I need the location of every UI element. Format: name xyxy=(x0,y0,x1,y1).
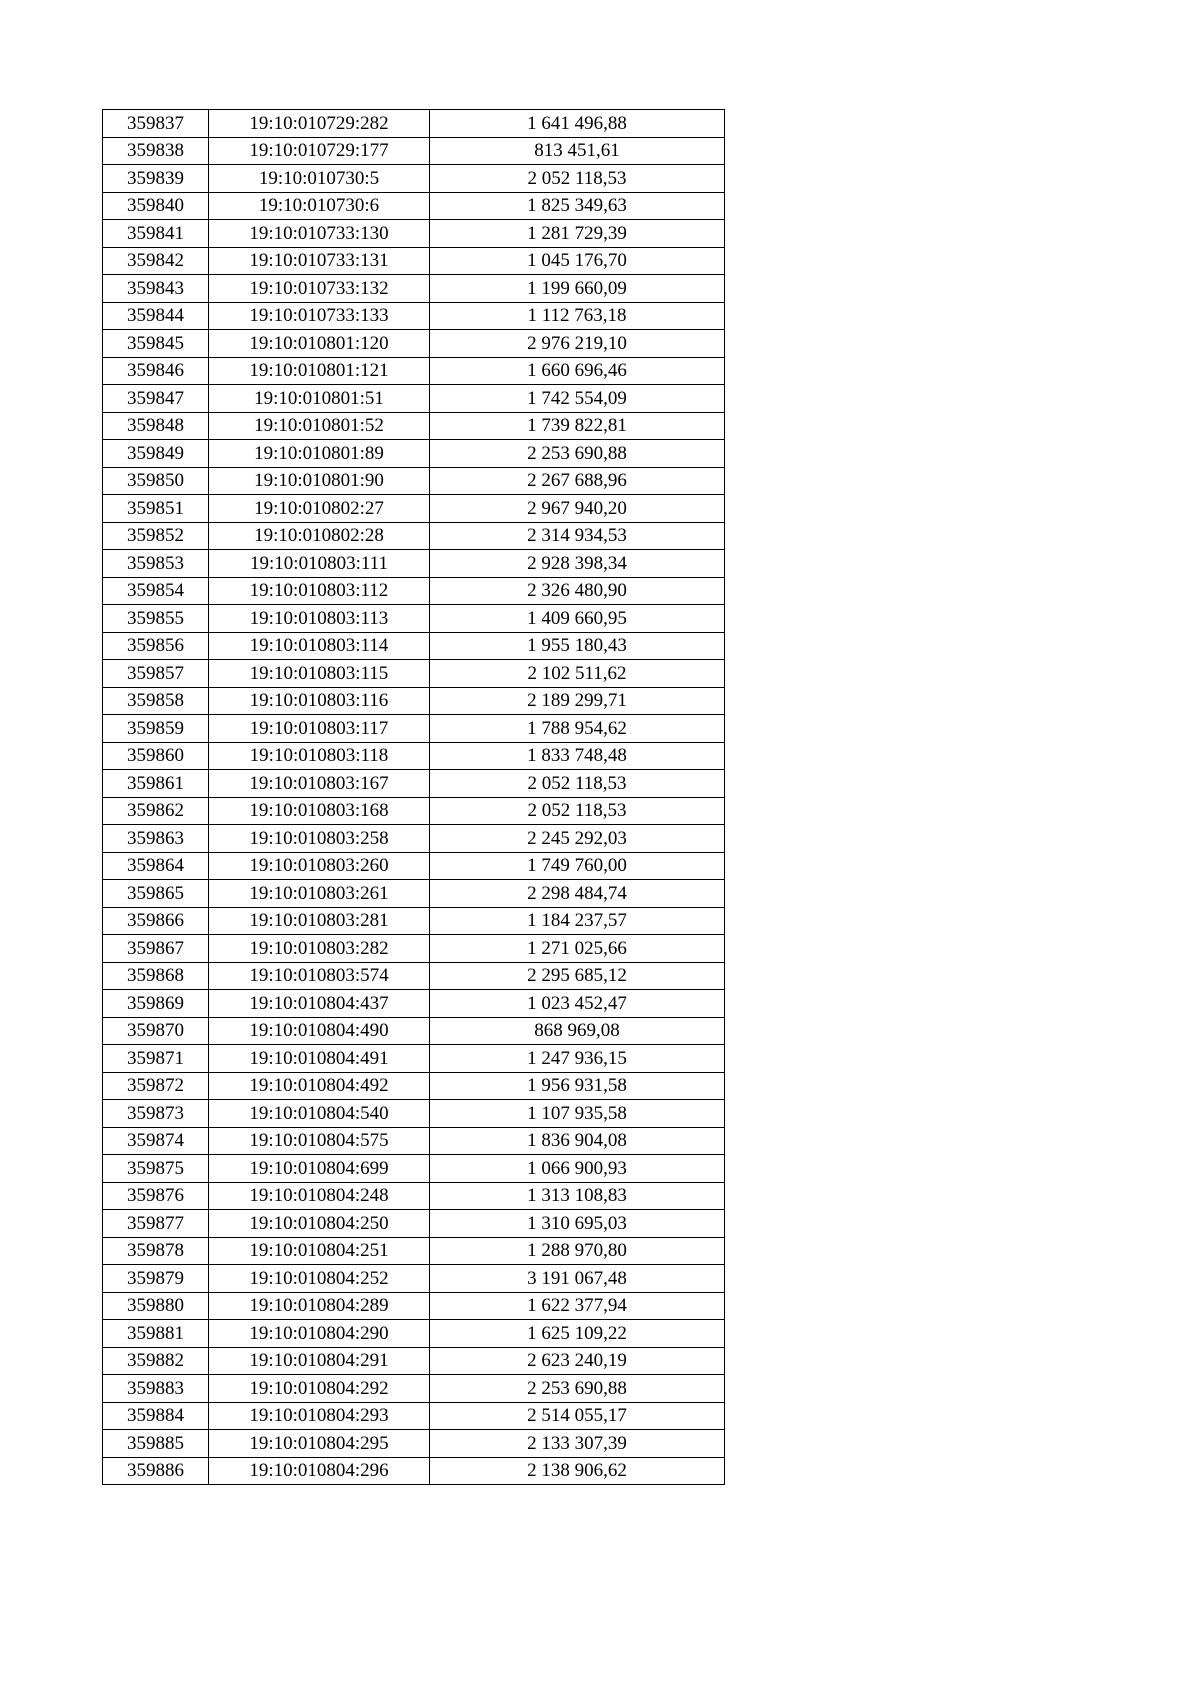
amount-cell: 2 102 511,62 xyxy=(430,660,725,688)
cadastral-number-cell: 19:10:010803:168 xyxy=(209,797,430,825)
table-row xyxy=(103,247,725,275)
cadastral-number-cell: 19:10:010804:289 xyxy=(209,1292,430,1320)
table-row xyxy=(103,1292,725,1320)
cadastral-number-cell: 19:10:010803:112 xyxy=(209,577,430,605)
amount-cell: 2 976 219,10 xyxy=(430,330,725,358)
amount-cell: 2 623 240,19 xyxy=(430,1347,725,1375)
table-row xyxy=(103,467,725,495)
row-number-cell: 359865 xyxy=(103,880,209,908)
table-row xyxy=(103,522,725,550)
amount-cell: 1 066 900,93 xyxy=(430,1155,725,1183)
table-body xyxy=(103,110,725,1485)
table-row xyxy=(103,357,725,385)
cadastral-number-cell: 19:10:010804:575 xyxy=(209,1127,430,1155)
row-number-cell: 359879 xyxy=(103,1265,209,1293)
amount-cell: 2 267 688,96 xyxy=(430,467,725,495)
amount-cell: 2 138 906,62 xyxy=(430,1457,725,1485)
row-number-cell: 359855 xyxy=(103,605,209,633)
table-row xyxy=(103,1155,725,1183)
cadastral-number-cell: 19:10:010802:28 xyxy=(209,522,430,550)
cadastral-number-cell: 19:10:010804:293 xyxy=(209,1402,430,1430)
row-number-cell: 359842 xyxy=(103,247,209,275)
table-row xyxy=(103,1210,725,1238)
amount-cell: 1 288 970,80 xyxy=(430,1237,725,1265)
cadastral-number-cell: 19:10:010804:291 xyxy=(209,1347,430,1375)
row-number-cell: 359860 xyxy=(103,742,209,770)
table-row xyxy=(103,220,725,248)
cadastral-number-cell: 19:10:010803:117 xyxy=(209,715,430,743)
cadastral-number-cell: 19:10:010804:251 xyxy=(209,1237,430,1265)
cadastral-number-cell: 19:10:010729:282 xyxy=(209,110,430,138)
cadastral-number-cell: 19:10:010729:177 xyxy=(209,137,430,165)
amount-cell: 2 189 299,71 xyxy=(430,687,725,715)
row-number-cell: 359861 xyxy=(103,770,209,798)
row-number-cell: 359846 xyxy=(103,357,209,385)
row-number-cell: 359869 xyxy=(103,990,209,1018)
table-row xyxy=(103,1430,725,1458)
cadastral-number-cell: 19:10:010804:248 xyxy=(209,1182,430,1210)
table-row xyxy=(103,880,725,908)
row-number-cell: 359862 xyxy=(103,797,209,825)
table-row xyxy=(103,137,725,165)
cadastral-number-cell: 19:10:010804:295 xyxy=(209,1430,430,1458)
amount-cell: 2 133 307,39 xyxy=(430,1430,725,1458)
table-row xyxy=(103,1457,725,1485)
table-row xyxy=(103,385,725,413)
table-row xyxy=(103,110,725,138)
cadastral-number-cell: 19:10:010804:491 xyxy=(209,1045,430,1073)
amount-cell: 813 451,61 xyxy=(430,137,725,165)
row-number-cell: 359854 xyxy=(103,577,209,605)
table-row xyxy=(103,440,725,468)
table-row xyxy=(103,1402,725,1430)
amount-cell: 1 045 176,70 xyxy=(430,247,725,275)
row-number-cell: 359852 xyxy=(103,522,209,550)
amount-cell: 1 247 936,15 xyxy=(430,1045,725,1073)
data-table xyxy=(102,109,725,1485)
amount-cell: 2 052 118,53 xyxy=(430,770,725,798)
amount-cell: 1 184 237,57 xyxy=(430,907,725,935)
table-row xyxy=(103,742,725,770)
row-number-cell: 359883 xyxy=(103,1375,209,1403)
row-number-cell: 359880 xyxy=(103,1292,209,1320)
cadastral-number-cell: 19:10:010733:130 xyxy=(209,220,430,248)
cadastral-number-cell: 19:10:010803:282 xyxy=(209,935,430,963)
amount-cell: 868 969,08 xyxy=(430,1017,725,1045)
amount-cell: 2 967 940,20 xyxy=(430,495,725,523)
cadastral-number-cell: 19:10:010804:252 xyxy=(209,1265,430,1293)
cadastral-number-cell: 19:10:010803:260 xyxy=(209,852,430,880)
row-number-cell: 359886 xyxy=(103,1457,209,1485)
table-row xyxy=(103,770,725,798)
amount-cell: 1 825 349,63 xyxy=(430,192,725,220)
amount-cell: 1 409 660,95 xyxy=(430,605,725,633)
amount-cell: 1 836 904,08 xyxy=(430,1127,725,1155)
amount-cell: 1 107 935,58 xyxy=(430,1100,725,1128)
row-number-cell: 359881 xyxy=(103,1320,209,1348)
row-number-cell: 359877 xyxy=(103,1210,209,1238)
amount-cell: 1 749 760,00 xyxy=(430,852,725,880)
cadastral-number-cell: 19:10:010801:51 xyxy=(209,385,430,413)
row-number-cell: 359853 xyxy=(103,550,209,578)
cadastral-number-cell: 19:10:010804:290 xyxy=(209,1320,430,1348)
table-row xyxy=(103,1017,725,1045)
row-number-cell: 359856 xyxy=(103,632,209,660)
cadastral-number-cell: 19:10:010801:90 xyxy=(209,467,430,495)
amount-cell: 2 295 685,12 xyxy=(430,962,725,990)
cadastral-number-cell: 19:10:010733:133 xyxy=(209,302,430,330)
cadastral-number-cell: 19:10:010804:492 xyxy=(209,1072,430,1100)
cadastral-number-cell: 19:10:010730:5 xyxy=(209,165,430,193)
row-number-cell: 359837 xyxy=(103,110,209,138)
row-number-cell: 359844 xyxy=(103,302,209,330)
row-number-cell: 359839 xyxy=(103,165,209,193)
amount-cell: 1 199 660,09 xyxy=(430,275,725,303)
cadastral-number-cell: 19:10:010803:258 xyxy=(209,825,430,853)
row-number-cell: 359876 xyxy=(103,1182,209,1210)
table-row xyxy=(103,1237,725,1265)
amount-cell: 1 641 496,88 xyxy=(430,110,725,138)
amount-cell: 1 660 696,46 xyxy=(430,357,725,385)
table-row xyxy=(103,302,725,330)
row-number-cell: 359843 xyxy=(103,275,209,303)
row-number-cell: 359845 xyxy=(103,330,209,358)
cadastral-number-cell: 19:10:010803:261 xyxy=(209,880,430,908)
cadastral-number-cell: 19:10:010733:131 xyxy=(209,247,430,275)
table-row xyxy=(103,330,725,358)
row-number-cell: 359859 xyxy=(103,715,209,743)
amount-cell: 1 313 108,83 xyxy=(430,1182,725,1210)
amount-cell: 2 253 690,88 xyxy=(430,1375,725,1403)
row-number-cell: 359874 xyxy=(103,1127,209,1155)
row-number-cell: 359849 xyxy=(103,440,209,468)
table-row xyxy=(103,1265,725,1293)
table-row xyxy=(103,412,725,440)
row-number-cell: 359871 xyxy=(103,1045,209,1073)
amount-cell: 2 052 118,53 xyxy=(430,797,725,825)
table-row xyxy=(103,1182,725,1210)
row-number-cell: 359847 xyxy=(103,385,209,413)
row-number-cell: 359863 xyxy=(103,825,209,853)
row-number-cell: 359864 xyxy=(103,852,209,880)
table-row xyxy=(103,577,725,605)
cadastral-number-cell: 19:10:010801:120 xyxy=(209,330,430,358)
row-number-cell: 359857 xyxy=(103,660,209,688)
row-number-cell: 359878 xyxy=(103,1237,209,1265)
row-number-cell: 359872 xyxy=(103,1072,209,1100)
table-row xyxy=(103,990,725,1018)
amount-cell: 1 023 452,47 xyxy=(430,990,725,1018)
cadastral-number-cell: 19:10:010802:27 xyxy=(209,495,430,523)
amount-cell: 1 955 180,43 xyxy=(430,632,725,660)
table-row xyxy=(103,715,725,743)
cadastral-number-cell: 19:10:010804:437 xyxy=(209,990,430,1018)
amount-cell: 2 245 292,03 xyxy=(430,825,725,853)
table-row xyxy=(103,1072,725,1100)
cadastral-number-cell: 19:10:010804:250 xyxy=(209,1210,430,1238)
table-row xyxy=(103,1100,725,1128)
row-number-cell: 359840 xyxy=(103,192,209,220)
row-number-cell: 359866 xyxy=(103,907,209,935)
row-number-cell: 359838 xyxy=(103,137,209,165)
table-row xyxy=(103,935,725,963)
amount-cell: 2 314 934,53 xyxy=(430,522,725,550)
row-number-cell: 359851 xyxy=(103,495,209,523)
table-row xyxy=(103,550,725,578)
row-number-cell: 359867 xyxy=(103,935,209,963)
amount-cell: 1 739 822,81 xyxy=(430,412,725,440)
table-row xyxy=(103,275,725,303)
amount-cell: 2 514 055,17 xyxy=(430,1402,725,1430)
cadastral-number-cell: 19:10:010804:296 xyxy=(209,1457,430,1485)
row-number-cell: 359873 xyxy=(103,1100,209,1128)
amount-cell: 3 191 067,48 xyxy=(430,1265,725,1293)
amount-cell: 1 742 554,09 xyxy=(430,385,725,413)
table-row xyxy=(103,852,725,880)
amount-cell: 1 625 109,22 xyxy=(430,1320,725,1348)
amount-cell: 1 310 695,03 xyxy=(430,1210,725,1238)
table-row xyxy=(103,1347,725,1375)
amount-cell: 2 052 118,53 xyxy=(430,165,725,193)
table-row xyxy=(103,605,725,633)
table-row xyxy=(103,962,725,990)
cadastral-number-cell: 19:10:010804:490 xyxy=(209,1017,430,1045)
amount-cell: 1 271 025,66 xyxy=(430,935,725,963)
amount-cell: 1 622 377,94 xyxy=(430,1292,725,1320)
row-number-cell: 359841 xyxy=(103,220,209,248)
cadastral-number-cell: 19:10:010803:116 xyxy=(209,687,430,715)
cadastral-number-cell: 19:10:010803:574 xyxy=(209,962,430,990)
cadastral-number-cell: 19:10:010804:540 xyxy=(209,1100,430,1128)
cadastral-number-cell: 19:10:010803:118 xyxy=(209,742,430,770)
row-number-cell: 359885 xyxy=(103,1430,209,1458)
table-row xyxy=(103,687,725,715)
row-number-cell: 359868 xyxy=(103,962,209,990)
amount-cell: 1 833 748,48 xyxy=(430,742,725,770)
row-number-cell: 359884 xyxy=(103,1402,209,1430)
row-number-cell: 359858 xyxy=(103,687,209,715)
cadastral-number-cell: 19:10:010803:167 xyxy=(209,770,430,798)
table-row xyxy=(103,660,725,688)
amount-cell: 1 788 954,62 xyxy=(430,715,725,743)
cadastral-number-cell: 19:10:010804:699 xyxy=(209,1155,430,1183)
row-number-cell: 359850 xyxy=(103,467,209,495)
table-row xyxy=(103,797,725,825)
row-number-cell: 359870 xyxy=(103,1017,209,1045)
table-row xyxy=(103,192,725,220)
cadastral-number-cell: 19:10:010803:115 xyxy=(209,660,430,688)
table-row xyxy=(103,1320,725,1348)
cadastral-number-cell: 19:10:010730:6 xyxy=(209,192,430,220)
cadastral-number-cell: 19:10:010803:111 xyxy=(209,550,430,578)
cadastral-number-cell: 19:10:010803:281 xyxy=(209,907,430,935)
row-number-cell: 359875 xyxy=(103,1155,209,1183)
cadastral-number-cell: 19:10:010801:52 xyxy=(209,412,430,440)
table-row xyxy=(103,825,725,853)
table-row xyxy=(103,1375,725,1403)
table-row xyxy=(103,165,725,193)
cadastral-number-cell: 19:10:010801:89 xyxy=(209,440,430,468)
cadastral-number-cell: 19:10:010803:114 xyxy=(209,632,430,660)
cadastral-number-cell: 19:10:010804:292 xyxy=(209,1375,430,1403)
row-number-cell: 359882 xyxy=(103,1347,209,1375)
table-row xyxy=(103,632,725,660)
amount-cell: 1 281 729,39 xyxy=(430,220,725,248)
table-row xyxy=(103,907,725,935)
table-row xyxy=(103,495,725,523)
row-number-cell: 359848 xyxy=(103,412,209,440)
cadastral-number-cell: 19:10:010803:113 xyxy=(209,605,430,633)
table-row xyxy=(103,1045,725,1073)
cadastral-number-cell: 19:10:010801:121 xyxy=(209,357,430,385)
amount-cell: 2 326 480,90 xyxy=(430,577,725,605)
table-row xyxy=(103,1127,725,1155)
amount-cell: 1 112 763,18 xyxy=(430,302,725,330)
amount-cell: 1 956 931,58 xyxy=(430,1072,725,1100)
amount-cell: 2 298 484,74 xyxy=(430,880,725,908)
amount-cell: 2 253 690,88 xyxy=(430,440,725,468)
cadastral-number-cell: 19:10:010733:132 xyxy=(209,275,430,303)
amount-cell: 2 928 398,34 xyxy=(430,550,725,578)
